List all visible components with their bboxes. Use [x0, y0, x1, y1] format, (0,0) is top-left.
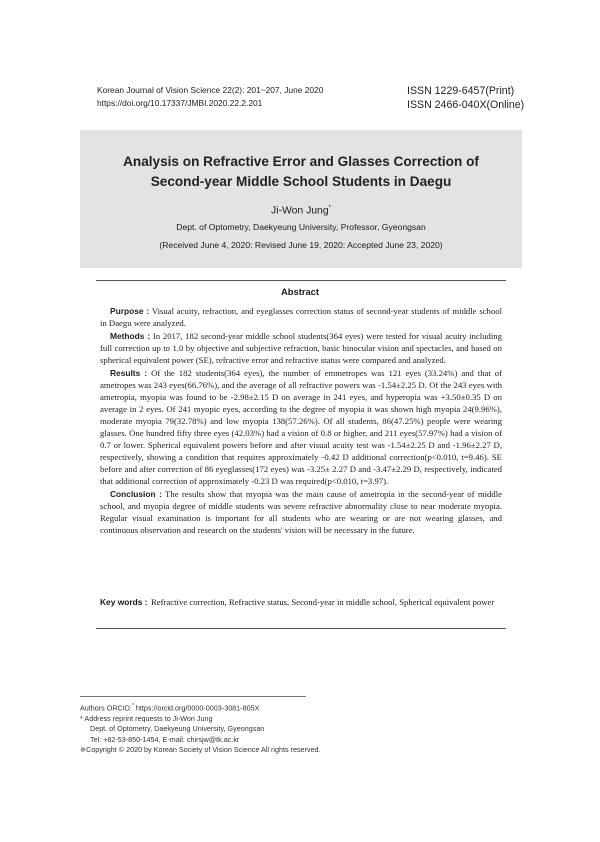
abstract-heading: Abstract	[280, 286, 320, 297]
title-panel	[80, 130, 522, 268]
abstract-methods	[100, 330, 502, 366]
divider-top	[96, 280, 506, 281]
purpose-label: Purpose :	[110, 306, 150, 316]
purpose-text: Visual acuity, refraction, and eyeglasses correction status of second-year students of middle school in Daegu were analyzed.	[100, 306, 502, 328]
author	[80, 205, 522, 216]
footnotes	[80, 701, 321, 755]
abstract-body	[100, 305, 502, 537]
results-text: Of the 182 students(364 eyes), the number of emmetropes was 121 eyes (33.24%) and that of ametropes was 243 eyes(66.76%), and the average of all refractive powers was -1.54±2.25 D. Of the 243 eyes with ametropia, myopia was found to be -2.98±2.15 D on average in 241 eyes, and hyperopia was +3.50±0.35 D on average in 2 eyes. Of 241 myopic eyes, according to the degree of myopia it was shown high myopia 24(9.96%), moderate myopia 79(32.78%) and low myopia 138(57.26%). Of all students, 86(47.25%) people were wearing glasses. One hundred fifty three eyes (42.03%) had a vision of 0.8 or higher, and 211 eyes(57.97%) had a vision of 0.7 or lower. Spherical equivalent powers before and after visual acuity test was -1.54±2.25 D and -1.96±2.27 D, respectively, showing a condition that requires approximately -0.42 D additional correction(p<0.010, t=9.46). SE before and after correction of 86 eyeglasses(172 eyes) was -3.25± 2.27 D and -3.47±2.29 D, respectively, indicated that additional correction of approximately -0.23 D was required(p<0.010, t=3.97).	[100, 368, 502, 486]
author-mark: *	[328, 205, 331, 211]
orcid-prefix: Authors ORCID:	[80, 703, 132, 713]
conclusion-text: The results show that myopia was the main cause of ametropia in the second-year of middle school, and myopia degree of middle students was severe refractive abnormality close to near moderate myopia. Regular visual examination is important for all students who are wearing or are not wearing glasses, and continuous observation and research on the students' vision will be necessary in the future.	[100, 489, 502, 535]
issn-block	[407, 84, 524, 112]
issn-online: ISSN 2466-040X(Online)	[407, 99, 525, 111]
title-line-2: Second-year Middle School Students in Daegu	[150, 174, 452, 189]
methods-text: In 2017, 182 second-year middle school students(364 eyes) were tested for visual acuity including full correction up to 1.0 by objective and subjective refraction, basic binocular vision and spectacles, and based on spherical equivalent power (SE), refractive error and refractive status were compared and analyzed.	[100, 331, 502, 365]
journal-header	[97, 84, 323, 110]
conclusion-label: Conclusion :	[110, 489, 162, 499]
reprint-line: * Address reprint requests to Ji-Won Jung	[80, 713, 213, 723]
journal-citation: Korean Journal of Vision Science 22(2): 201~207, June 2020	[97, 85, 324, 95]
methods-label: Methods :	[110, 331, 151, 341]
keywords-text: Refractive correction, Refractive status, Second-year in middle school, Spherical equivalent power	[151, 597, 495, 607]
affiliation: Dept. of Optometry, Daekyeung University, Professor, Gyeongsan	[176, 222, 426, 232]
dept-line: Dept. of Optometry, Daekyeung University, Gyeongsan	[90, 724, 265, 734]
copyright-line: ※Copyright © 2020 by Korean Society of Vision Science All rights reserved.	[80, 745, 321, 755]
author-name: Ji-Won Jung	[271, 205, 329, 217]
results-label: Results :	[110, 368, 148, 378]
abstract-conclusion	[100, 488, 502, 536]
received-dates: (Received June 4, 2020: Revised June 19, 2020: Accepted June 23, 2020)	[159, 240, 443, 250]
divider-bottom	[96, 628, 506, 629]
orcid-link[interactable]: https://orcid.org/0000-0003-3081-805X	[135, 703, 260, 713]
contact-line: Tel: +82-53-850-1454, E-mail: chirsjw@tk.ac.kr	[90, 734, 240, 744]
paper-title	[80, 152, 522, 192]
issn-print: ISSN 1229-6457(Print)	[407, 85, 515, 97]
orcid-mark: *	[131, 703, 134, 709]
abstract-purpose	[100, 305, 502, 329]
abstract-results	[100, 367, 502, 487]
doi-link[interactable]: https://doi.org/10.17337/JMBI.2020.22.2.201	[97, 98, 263, 108]
orcid-line	[80, 701, 321, 714]
keywords-label: Key words :	[100, 597, 148, 607]
title-line-1: Analysis on Refractive Error and Glasses Correction of	[123, 154, 479, 169]
footnote-rule	[80, 696, 306, 697]
